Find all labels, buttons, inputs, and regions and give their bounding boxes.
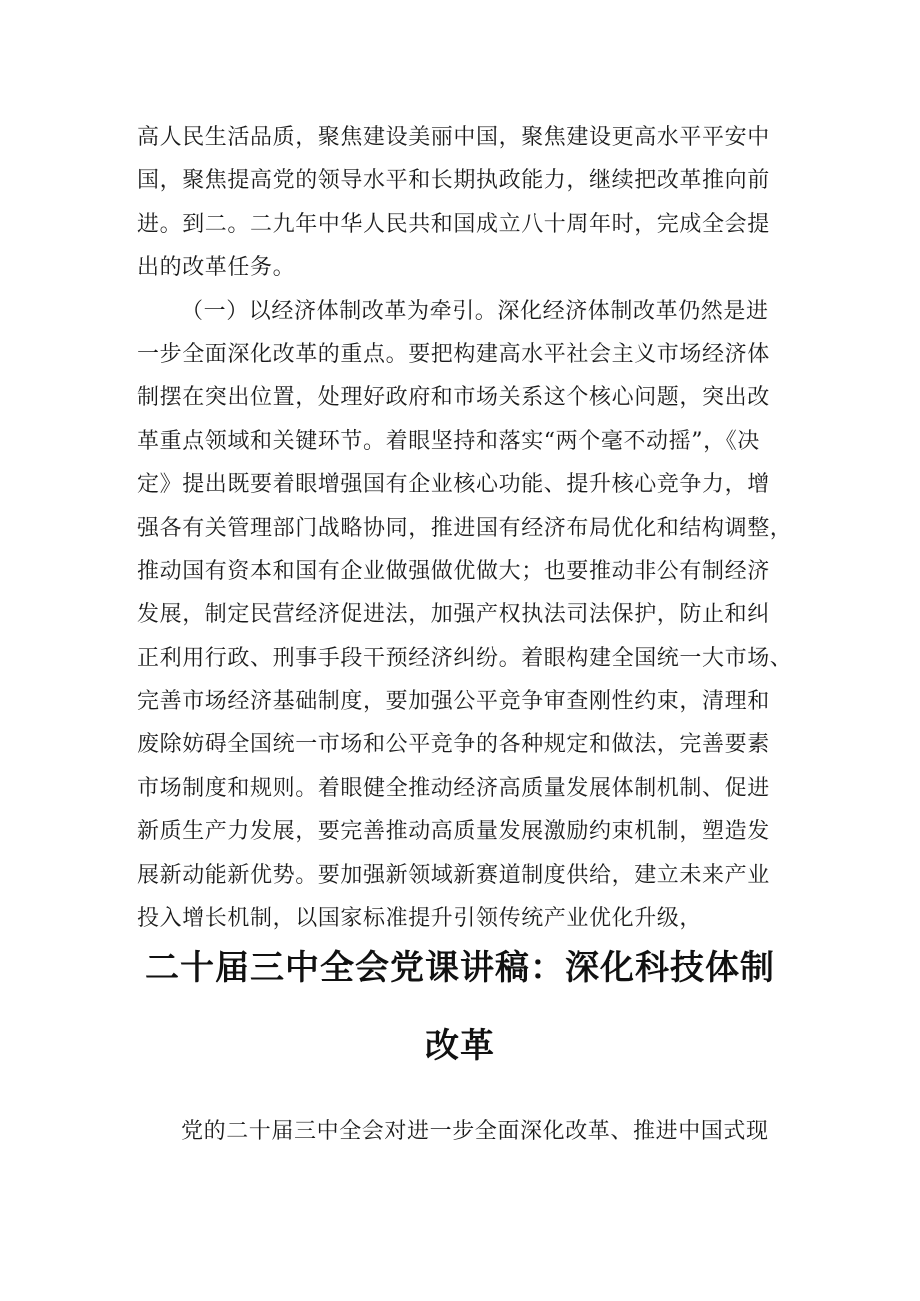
body-line: 正利用行政、刑事手段干预经济纠纷。着眼构建全国统一大市场、	[137, 645, 793, 671]
body-line: 进。到二。二九年中华人民共和国成立八十周年时，完成全会提	[137, 211, 770, 237]
body-line: 发展，制定民营经济促进法，加强产权执法司法保护，防止和纠	[137, 602, 770, 628]
body-line: 市场制度和规则。着眼健全推动经济高质量发展体制机制、促进	[137, 775, 770, 801]
body-line: 高人民生活品质，聚焦建设美丽中国，聚焦建设更高水平平安中	[137, 125, 770, 150]
body-line: 一步全面深化改革的重点。要把构建高水平社会主义市场经济体	[137, 341, 770, 367]
body-line: 完善市场经济基础制度，要加强公平竞争审查刚性约束，清理和	[137, 689, 770, 715]
body-line: 推动国有资本和国有企业做强做优做大；也要推动非公有制经济	[137, 558, 770, 584]
body-line: 强各有关管理部门战略协同，推进国有经济布局优化和结构调整，	[137, 515, 793, 541]
body-line: 制摆在突出位置，处理好政府和市场关系这个核心问题，突出改	[137, 385, 770, 411]
body-line: 投入增长机制，以国家标准提升引领传统产业优化升级，	[137, 906, 703, 932]
body-line: 国，聚焦提高党的领导水平和长期执政能力，继续把改革推向前	[137, 168, 770, 194]
body-line: 展新动能新优势。要加强新领域新赛道制度供给，建立未来产业	[137, 862, 770, 888]
body-line: （一）以经济体制改革为牵引。深化经济体制改革仍然是进	[181, 298, 769, 324]
section-heading: 二十届三中全会党课讲稿：深化科技体制	[145, 948, 775, 988]
section-heading-continued: 改革	[425, 1026, 495, 1066]
body-text	[137, 116, 793, 940]
paragraph-start: 党的二十届三中全会对进一步全面深化改革、推进中国式现	[181, 1119, 769, 1144]
body-line: 废除妨碍全国统一市场和公平竞争的各种规定和做法，完善要素	[137, 732, 770, 758]
body-line: 定》提出既要着眼增强国有企业核心功能、提升核心竞争力，增	[137, 472, 770, 498]
body-line: 革重点领域和关键环节。着眼坚持和落实“两个毫不动摇”，《决	[137, 428, 760, 454]
body-line: 新质生产力发展，要完善推动高质量发展激励约束机制，塑造发	[137, 819, 770, 845]
body-line: 出的改革任务。	[137, 255, 296, 281]
